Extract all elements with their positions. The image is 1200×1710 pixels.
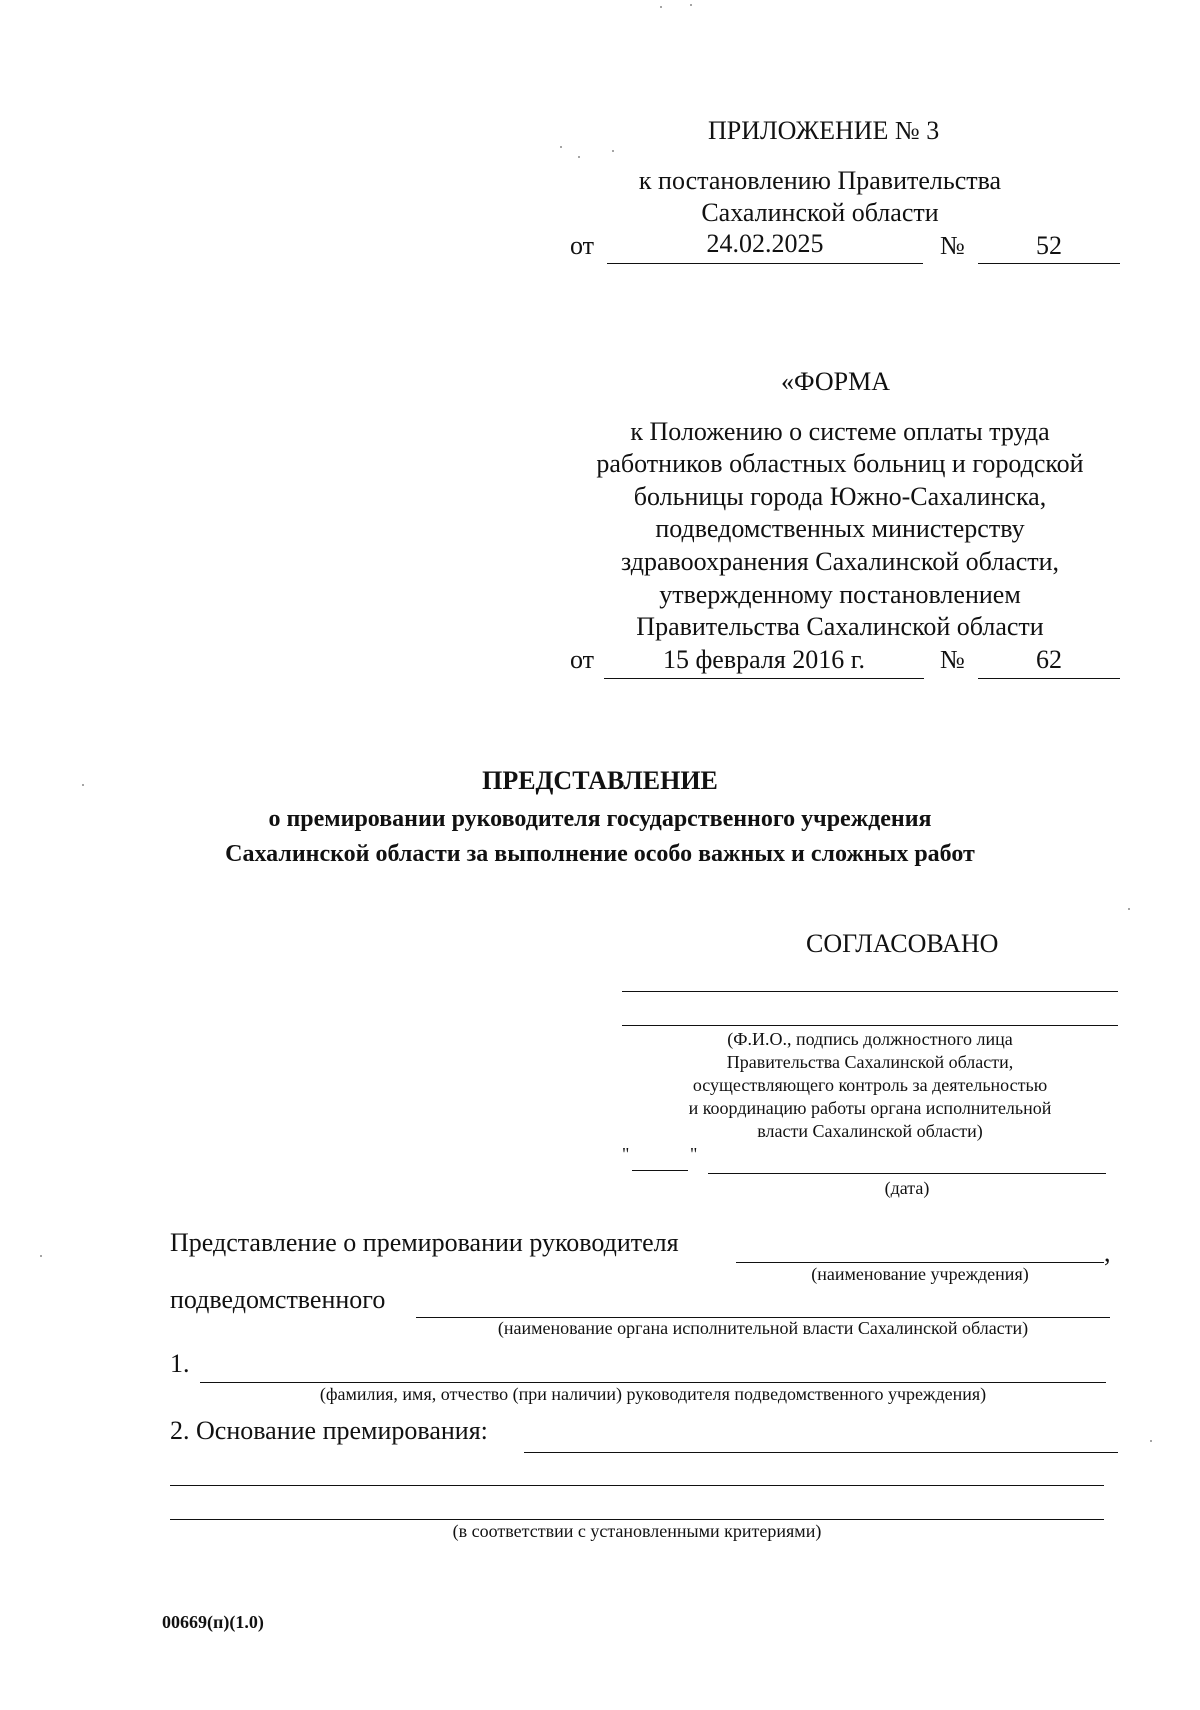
date-quote-close: " [690, 1144, 698, 1164]
document-subtitle-2: Сахалинской области за выполнение особо важных и сложных работ [225, 841, 975, 867]
approval-caption-4: и координацию работы органа исполнительной [688, 1098, 1052, 1118]
form-line-6: утвержденному постановлением [659, 580, 1021, 609]
date-day-line [632, 1170, 688, 1171]
date-caption: (дата) [884, 1178, 930, 1198]
appendix-date: 24.02.2025 [706, 229, 824, 258]
approval-signature-line-1 [622, 991, 1118, 992]
form-line-7: Правительства Сахалинской области [636, 612, 1044, 641]
appendix-number: 52 [1036, 231, 1062, 260]
approval-caption-1: (Ф.И.О., подпись должностного лица [727, 1029, 1013, 1049]
form-line-2: работников областных больниц и городской [596, 449, 1084, 478]
appendix-title: ПРИЛОЖЕНИЕ № 3 [708, 116, 940, 145]
form-number: 62 [1036, 645, 1062, 674]
executive-body-caption: (наименование органа исполнительной власти Сахалинской области) [497, 1318, 1029, 1338]
reason-line-1 [524, 1452, 1118, 1453]
appendix-line-1: к постановлению Правительства [638, 166, 1002, 195]
appendix-date-underline [607, 263, 923, 264]
approval-caption-2: Правительства Сахалинской области, [726, 1052, 1014, 1072]
scan-speck [578, 156, 580, 158]
head-name-line [200, 1382, 1106, 1383]
form-title: «ФОРМА [781, 367, 890, 396]
form-from-label: от [570, 645, 595, 674]
form-date-underline [604, 678, 924, 679]
scan-speck [690, 4, 692, 6]
scan-speck [660, 6, 662, 8]
document-title: ПРЕДСТАВЛЕНИЕ [482, 766, 718, 795]
document-subtitle-1: о премировании руководителя государственного учреждения [268, 806, 932, 832]
appendix-line-2: Сахалинской области [701, 198, 939, 227]
institution-name-caption: (наименование учреждения) [811, 1264, 1029, 1284]
item-1-label: 1. [170, 1349, 190, 1378]
form-number-label: № [940, 645, 965, 674]
form-line-3: больницы города Южно-Сахалинска, [633, 482, 1047, 511]
scan-speck [82, 784, 84, 786]
item-2-label: 2. Основание премирования: [170, 1416, 488, 1445]
reason-line-2 [170, 1485, 1104, 1486]
approval-caption-3: осуществляющего контроль за деятельностью [692, 1075, 1048, 1095]
approval-caption-5: власти Сахалинской области) [757, 1121, 983, 1141]
appendix-from-label: от [570, 231, 595, 260]
scan-speck [612, 150, 614, 152]
approval-signature-line-2 [622, 1025, 1118, 1026]
approval-title: СОГЛАСОВАНО [806, 929, 999, 958]
reason-line-3 [170, 1519, 1104, 1520]
scan-speck [560, 146, 562, 148]
form-line-4: подведомственных министерству [655, 514, 1025, 543]
institution-name-line [736, 1262, 1104, 1263]
date-quote-open: " [622, 1144, 630, 1164]
form-date: 15 февраля 2016 г. [662, 645, 866, 674]
body-line-1-comma: , [1104, 1238, 1111, 1267]
form-number-underline [978, 678, 1120, 679]
appendix-number-label: № [940, 231, 965, 260]
head-name-caption: (фамилия, имя, отчество (при наличии) руководителя подведомственного учреждения) [319, 1384, 987, 1404]
scan-speck [1128, 908, 1130, 910]
form-line-1: к Положению о системе оплаты труда [630, 417, 1050, 446]
reason-caption: (в соответствии с установленными критериями) [452, 1521, 822, 1541]
body-line-1-label: Представление о премировании руководителя [170, 1228, 679, 1257]
form-line-5: здравоохранения Сахалинской области, [620, 547, 1060, 576]
body-line-2-label: подведомственного [170, 1285, 386, 1314]
appendix-number-underline [978, 263, 1120, 264]
scan-speck [1150, 1440, 1152, 1442]
date-month-year-line [708, 1173, 1106, 1174]
scan-speck [40, 1255, 42, 1257]
document-code: 00669(п)(1.0) [162, 1612, 264, 1632]
